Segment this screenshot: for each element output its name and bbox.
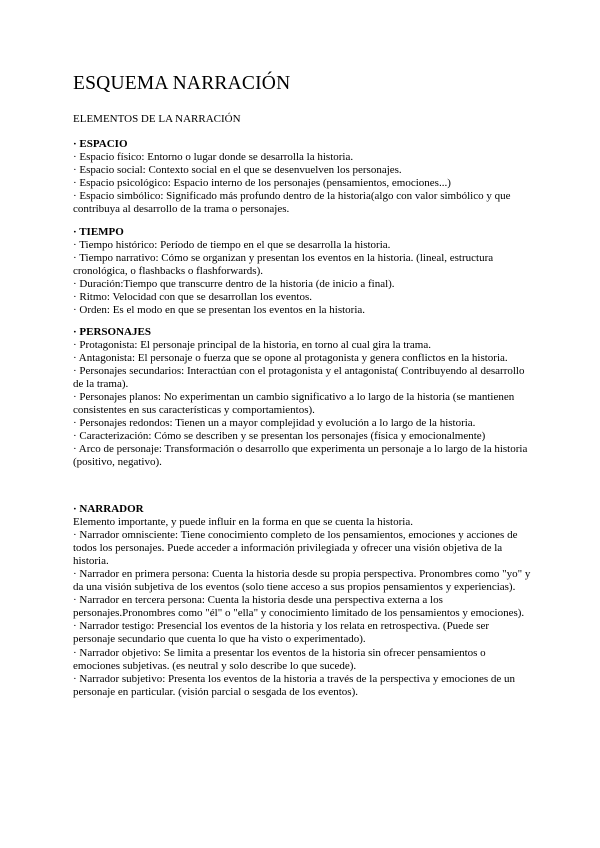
list-item: Elemento importante, y puede influir en la forma en que se cuenta la historia.	[73, 516, 413, 529]
list-item: · Personajes redondos: Tienen un a mayor complejidad y evolución a lo largo de la historia.	[73, 417, 476, 430]
list-item: · Ritmo: Velocidad con que se desarrollan los eventos.	[73, 291, 312, 304]
list-item: · Protagonista: El personaje principal de la historia, en torno al cual gira la trama.	[73, 339, 431, 352]
list-item: · Narrador en primera persona: Cuenta la historia desde su propia perspectiva. Pronombres como "yo" y da una visión subjetiva de los eventos (solo tiene acceso a sus propios pensamientos y experiencias).	[73, 568, 531, 594]
section-tiempo	[73, 226, 533, 317]
list-item: · Espacio físico: Entorno o lugar donde se desarrolla la historia.	[73, 151, 354, 164]
page-title: ESQUEMA NARRACIÓN	[73, 73, 291, 94]
list-item: · Narrador subjetivo: Presenta los eventos de la historia a través de la perspectiva y emociones de un personaje en particular. (visión parcial o sesgada de los eventos).	[73, 672, 515, 698]
list-item: · Espacio simbólico: Significado más profundo dentro de la historia(algo con valor simbólico y que contribuya al desarrollo de la trama o personajes.	[73, 190, 511, 216]
list-item: · Duración:Tiempo que transcurre dentro de la historia (de inicio a final).	[73, 278, 395, 291]
section-heading: · NARRADOR	[73, 503, 144, 515]
section-personajes	[73, 326, 533, 470]
list-item: · Personajes secundarios: Interactúan con el protagonista y el antagonista( Contribuyendo al desarrollo de la trama).	[73, 365, 525, 391]
section-heading: · PERSONAJES	[73, 326, 151, 338]
list-item: · Narrador objetivo: Se limita a presentar los eventos de la historia sin ofrecer pensamientos o emociones subjetivas. (es neutral y solo describe lo que sucede).	[73, 646, 486, 672]
list-item: · Narrador omnisciente: Tiene conocimiento completo de los pensamientos, emociones y acciones de todos los personajes. Puede acceder a información privilegiada y ofrecer una visión objetiva de la historia.	[73, 529, 518, 568]
list-item: · Espacio social: Contexto social en el que se desenvuelven los personajes.	[73, 164, 402, 177]
section-heading: · TIEMPO	[73, 226, 124, 238]
list-item: · Narrador testigo: Presencial los eventos de la historia y los relata en retrospectiva. (Puede ser personaje secundario que cuenta lo que ha visto o experimentado).	[73, 620, 490, 646]
page-subtitle: ELEMENTOS DE LA NARRACIÓN	[73, 113, 241, 125]
list-item: · Tiempo narrativo: Cómo se organizan y presentan los eventos en la historia. (lineal, estructura cronológica, o flashbacks o flashforwards).	[73, 252, 494, 278]
list-item: · Narrador en tercera persona: Cuenta la historia desde una perspectiva externa a los personajes.Pronombres como "él" o "ella" y conocimiento limitado de los pensamientos y emociones).	[73, 594, 525, 620]
section-narrador	[73, 503, 533, 699]
list-item: · Antagonista: El personaje o fuerza que se opone al protagonista y genera conflictos en la historia.	[73, 352, 508, 365]
section-heading: · ESPACIO	[73, 138, 128, 150]
list-item: · Caracterización: Cómo se describen y se presentan los personajes (física y emocionalmente)	[73, 430, 486, 443]
list-item: · Tiempo histórico: Período de tiempo en el que se desarrolla la historia.	[73, 239, 391, 252]
list-item: · Arco de personaje: Transformación o desarrollo que experimenta un personaje a lo largo de la historia (positivo, negativo).	[73, 443, 528, 469]
section-espacio	[73, 138, 533, 216]
list-item: · Espacio psicológico: Espacio interno de los personajes (pensamientos, emociones...)	[73, 177, 451, 190]
list-item: · Personajes planos: No experimentan un cambio significativo a lo largo de la historia (se mantienen consistentes en sus características y comportamientos).	[73, 391, 515, 417]
list-item: · Orden: Es el modo en que se presentan los eventos en la historia.	[73, 304, 366, 317]
